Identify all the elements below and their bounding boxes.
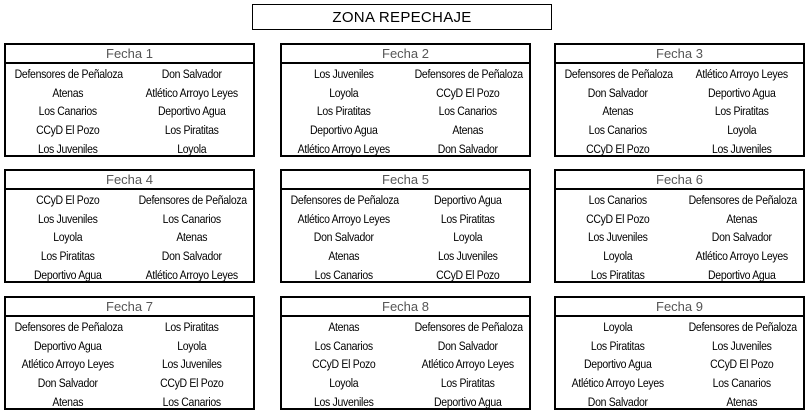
match-row bbox=[556, 355, 803, 374]
home-team: Los Piratitas bbox=[40, 249, 95, 264]
fecha-label: Fecha 4 bbox=[6, 171, 253, 190]
match-list bbox=[6, 317, 253, 411]
match-row bbox=[556, 191, 803, 210]
home-team: Los Juveniles bbox=[37, 141, 98, 156]
fecha-label: Fecha 1 bbox=[6, 45, 253, 64]
away-team: Los Canarios bbox=[712, 376, 771, 391]
away-team: Deportivo Agua bbox=[707, 85, 775, 100]
away-team: Loyola bbox=[452, 230, 482, 245]
home-team: Defensores de Peñaloza bbox=[290, 193, 399, 208]
match-row bbox=[556, 210, 803, 229]
match-row bbox=[6, 210, 253, 229]
match-row bbox=[556, 265, 803, 284]
match-list bbox=[556, 190, 803, 284]
home-team: Los Juveniles bbox=[313, 67, 374, 82]
home-team: CCyD El Pozo bbox=[586, 141, 650, 156]
match-row bbox=[282, 392, 529, 411]
match-row bbox=[6, 228, 253, 247]
away-team: Atlético Arroyo Leyes bbox=[145, 85, 238, 100]
match-row bbox=[6, 374, 253, 393]
match-row bbox=[556, 102, 803, 121]
match-row bbox=[6, 265, 253, 284]
match-row bbox=[6, 102, 253, 121]
match-row bbox=[556, 65, 803, 84]
match-row bbox=[556, 392, 803, 411]
page-title: ZONA REPECHAJE bbox=[252, 4, 552, 30]
match-row bbox=[556, 139, 803, 158]
away-team: Los Juveniles bbox=[437, 249, 498, 264]
match-row bbox=[282, 318, 529, 337]
fecha-box bbox=[280, 169, 531, 283]
away-team: Atenas bbox=[725, 394, 757, 409]
home-team: Los Canarios bbox=[314, 338, 373, 353]
home-team: Loyola bbox=[329, 376, 359, 391]
match-row bbox=[282, 337, 529, 356]
home-team: Deportivo Agua bbox=[34, 267, 102, 282]
fecha-box bbox=[554, 43, 805, 157]
match-row bbox=[282, 84, 529, 103]
match-row bbox=[282, 65, 529, 84]
away-team: Defensores de Peñaloza bbox=[688, 193, 797, 208]
home-team: Los Piratitas bbox=[590, 338, 645, 353]
away-team: Deportivo Agua bbox=[433, 193, 501, 208]
home-team: Loyola bbox=[329, 85, 359, 100]
home-team: Loyola bbox=[603, 249, 633, 264]
match-row bbox=[6, 392, 253, 411]
home-team: CCyD El Pozo bbox=[36, 193, 100, 208]
match-row bbox=[282, 247, 529, 266]
away-team: Los Canarios bbox=[438, 104, 497, 119]
away-team: Atlético Arroyo Leyes bbox=[695, 249, 788, 264]
away-team: Don Salvador bbox=[711, 230, 772, 245]
away-team: Defensores de Peñaloza bbox=[688, 320, 797, 335]
home-team: CCyD El Pozo bbox=[586, 211, 650, 226]
away-team: Los Piratitas bbox=[714, 104, 769, 119]
home-team: Atenas bbox=[328, 320, 360, 335]
home-team: Defensores de Peñaloza bbox=[14, 320, 123, 335]
fecha-box bbox=[554, 296, 805, 410]
match-row bbox=[282, 228, 529, 247]
away-team: Don Salvador bbox=[437, 338, 498, 353]
match-row bbox=[6, 139, 253, 158]
away-team: Loyola bbox=[726, 123, 756, 138]
away-team: Atlético Arroyo Leyes bbox=[145, 267, 238, 282]
home-team: Atlético Arroyo Leyes bbox=[571, 376, 664, 391]
fecha-label: Fecha 6 bbox=[556, 171, 803, 190]
match-row bbox=[282, 210, 529, 229]
match-row bbox=[556, 318, 803, 337]
match-row bbox=[6, 355, 253, 374]
match-row bbox=[6, 84, 253, 103]
away-team: Atenas bbox=[451, 123, 483, 138]
match-row bbox=[282, 121, 529, 140]
match-row bbox=[6, 121, 253, 140]
away-team: Deportivo Agua bbox=[157, 104, 225, 119]
home-team: Atenas bbox=[52, 394, 84, 409]
away-team: Don Salvador bbox=[161, 249, 222, 264]
home-team: Los Canarios bbox=[588, 193, 647, 208]
home-team: Los Juveniles bbox=[313, 394, 374, 409]
home-team: Don Salvador bbox=[587, 394, 648, 409]
away-team: Los Piratitas bbox=[440, 376, 495, 391]
match-row bbox=[282, 265, 529, 284]
away-team: Deportivo Agua bbox=[433, 394, 501, 409]
match-row bbox=[556, 374, 803, 393]
home-team: Don Salvador bbox=[313, 230, 374, 245]
away-team: CCyD El Pozo bbox=[435, 267, 499, 282]
fecha-box bbox=[4, 169, 255, 283]
match-list bbox=[556, 317, 803, 411]
home-team: Atenas bbox=[52, 85, 84, 100]
fecha-label: Fecha 2 bbox=[282, 45, 529, 64]
home-team: Atlético Arroyo Leyes bbox=[297, 211, 390, 226]
match-row bbox=[556, 121, 803, 140]
match-list bbox=[6, 190, 253, 284]
home-team: Atlético Arroyo Leyes bbox=[21, 357, 114, 372]
away-team: Don Salvador bbox=[161, 67, 222, 82]
home-team: CCyD El Pozo bbox=[36, 123, 100, 138]
home-team: Atenas bbox=[602, 104, 634, 119]
match-list bbox=[282, 190, 529, 284]
home-team: Deportivo Agua bbox=[310, 123, 378, 138]
away-team: CCyD El Pozo bbox=[159, 376, 223, 391]
fecha-box bbox=[554, 169, 805, 283]
match-row bbox=[556, 84, 803, 103]
match-row bbox=[6, 191, 253, 210]
match-list bbox=[282, 64, 529, 158]
match-row bbox=[282, 139, 529, 158]
fecha-box bbox=[280, 43, 531, 157]
match-row bbox=[556, 247, 803, 266]
match-list bbox=[556, 64, 803, 158]
home-team: Los Juveniles bbox=[37, 211, 98, 226]
match-list bbox=[6, 64, 253, 158]
home-team: Los Piratitas bbox=[316, 104, 371, 119]
home-team: CCyD El Pozo bbox=[312, 357, 376, 372]
away-team: Los Canarios bbox=[162, 211, 221, 226]
home-team: Los Canarios bbox=[38, 104, 97, 119]
fecha-box bbox=[280, 296, 531, 410]
fecha-label: Fecha 8 bbox=[282, 298, 529, 317]
fecha-label: Fecha 9 bbox=[556, 298, 803, 317]
away-team: Atenas bbox=[725, 211, 757, 226]
away-team: CCyD El Pozo bbox=[709, 357, 773, 372]
away-team: Defensores de Peñaloza bbox=[138, 193, 247, 208]
match-row bbox=[6, 247, 253, 266]
away-team: Los Juveniles bbox=[711, 338, 772, 353]
away-team: Don Salvador bbox=[437, 141, 498, 156]
home-team: Don Salvador bbox=[37, 376, 98, 391]
match-row bbox=[556, 337, 803, 356]
away-team: Atlético Arroyo Leyes bbox=[695, 67, 788, 82]
home-team: Los Canarios bbox=[314, 267, 373, 282]
match-row bbox=[556, 228, 803, 247]
match-row bbox=[282, 102, 529, 121]
match-row bbox=[6, 318, 253, 337]
fecha-label: Fecha 7 bbox=[6, 298, 253, 317]
home-team: Los Canarios bbox=[588, 123, 647, 138]
away-team: Deportivo Agua bbox=[707, 267, 775, 282]
fecha-box bbox=[4, 43, 255, 157]
home-team: Atenas bbox=[328, 249, 360, 264]
home-team: Defensores de Peñaloza bbox=[14, 67, 123, 82]
home-team: Loyola bbox=[603, 320, 633, 335]
away-team: Defensores de Peñaloza bbox=[414, 67, 523, 82]
home-team: Deportivo Agua bbox=[584, 357, 652, 372]
fecha-box bbox=[4, 296, 255, 410]
fecha-label: Fecha 3 bbox=[556, 45, 803, 64]
home-team: Don Salvador bbox=[587, 85, 648, 100]
home-team: Los Piratitas bbox=[590, 267, 645, 282]
match-list bbox=[282, 317, 529, 411]
away-team: Los Piratitas bbox=[440, 211, 495, 226]
away-team: Los Juveniles bbox=[161, 357, 222, 372]
match-row bbox=[282, 374, 529, 393]
match-row bbox=[282, 191, 529, 210]
fecha-label: Fecha 5 bbox=[282, 171, 529, 190]
away-team: Loyola bbox=[176, 338, 206, 353]
match-row bbox=[6, 65, 253, 84]
away-team: Atlético Arroyo Leyes bbox=[421, 357, 514, 372]
home-team: Los Juveniles bbox=[587, 230, 648, 245]
away-team: Defensores de Peñaloza bbox=[414, 320, 523, 335]
away-team: Los Canarios bbox=[162, 394, 221, 409]
away-team: Los Juveniles bbox=[711, 141, 772, 156]
away-team: Los Piratitas bbox=[164, 123, 219, 138]
away-team: CCyD El Pozo bbox=[435, 85, 499, 100]
home-team: Atlético Arroyo Leyes bbox=[297, 141, 390, 156]
match-row bbox=[6, 337, 253, 356]
away-team: Loyola bbox=[176, 141, 206, 156]
home-team: Deportivo Agua bbox=[34, 338, 102, 353]
home-team: Defensores de Peñaloza bbox=[564, 67, 673, 82]
away-team: Los Piratitas bbox=[164, 320, 219, 335]
home-team: Loyola bbox=[53, 230, 83, 245]
away-team: Atenas bbox=[175, 230, 207, 245]
match-row bbox=[282, 355, 529, 374]
